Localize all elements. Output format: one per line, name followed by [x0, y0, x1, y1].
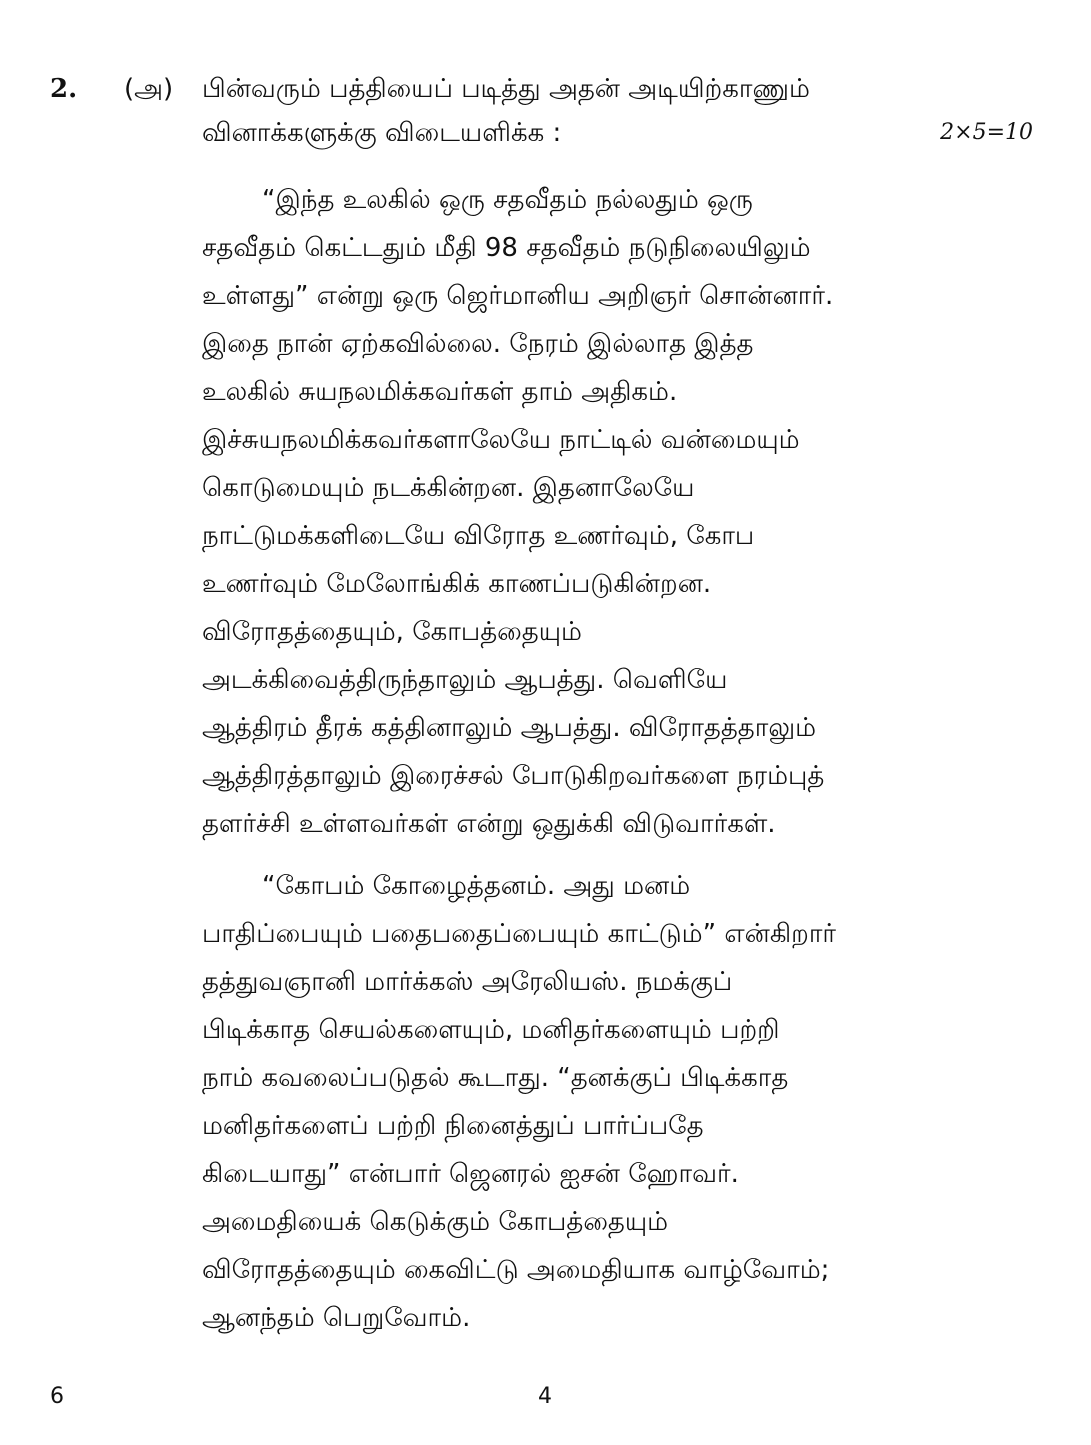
passage-line: கிடையாது” என்பார் ஜெனரல் ஐசன் ஹோவர். [202, 1159, 739, 1189]
passage-line: ஆனந்தம் பெறுவோம். [202, 1303, 471, 1333]
passage-line: உணர்வும் மேலோங்கிக் காணப்படுகின்றன. [202, 569, 712, 599]
passage-line: நாட்டுமக்களிடையே விரோத உணர்வும், கோப [202, 521, 755, 551]
passage-line: இதை நான் ஏற்கவில்லை. நேரம் இல்லாத இத்த [202, 329, 754, 359]
question-number: 2. [50, 74, 78, 104]
question-instruction-line1: பின்வரும் பத்தியைப் படித்து அதன் அடியிற்காணும் [202, 74, 810, 104]
passage-line: இச்சுயநலமிக்கவர்களாலேயே நாட்டில் வன்மையும் [202, 425, 800, 455]
marks-label: 2×5=10 [940, 120, 1033, 145]
passage-line: அடக்கிவைத்திருந்தாலும் ஆபத்து. வெளியே [202, 665, 728, 695]
passage-line: உள்ளது” என்று ஒரு ஜெர்மானிய அறிஞர் சொன்னார். [202, 281, 834, 311]
passage-line: ஆத்திரத்தாலும் இரைச்சல் போடுகிறவர்களை நரம்புத் [202, 761, 825, 791]
passage-line: கொடுமையும் நடக்கின்றன. இதனாலேயே [202, 473, 695, 503]
passage-line: தளர்ச்சி உள்ளவர்கள் என்று ஒதுக்கி விடுவார்கள். [202, 809, 776, 839]
passage-line: சதவீதம் கெட்டதும் மீதி 98 சதவீதம் நடுநிலையிலும் [202, 233, 811, 263]
passage-line: உலகில் சுயநலமிக்கவர்கள் தாம் அதிகம். [202, 377, 678, 407]
question-instruction-line2: வினாக்களுக்கு விடையளிக்க : [202, 118, 562, 148]
passage-line: பாதிப்பையும் பதைபதைப்பையும் காட்டும்” என்கிறார் [202, 919, 837, 949]
passage-line: தத்துவஞானி மார்க்கஸ் அரேலியஸ். நமக்குப் [202, 967, 733, 997]
passage-line: அமைதியைக் கெடுக்கும் கோபத்தையும் [202, 1207, 669, 1237]
passage-paragraph-2 [202, 862, 1032, 1342]
passage-line: நாம் கவலைப்படுதல் கூடாது. “தனக்குப் பிடிக்காத [202, 1063, 789, 1093]
page-number: 4 [538, 1384, 552, 1409]
footer-code: 6 [50, 1384, 64, 1409]
passage-line: விரோதத்தையும், கோபத்தையும் [202, 617, 582, 647]
passage-line: மனிதர்களைப் பற்றி நினைத்துப் பார்ப்பதே [202, 1111, 704, 1141]
passage-line: விரோதத்தையும் கைவிட்டு அமைதியாக வாழ்வோம்; [202, 1255, 830, 1285]
passage-line: “இந்த உலகில் ஒரு சதவீதம் நல்லதும் ஒரு [262, 185, 753, 215]
passage-line: பிடிக்காத செயல்களையும், மனிதர்களையும் பற்றி [202, 1015, 780, 1045]
question-label: (அ) [124, 74, 174, 104]
passage-line: ஆத்திரம் தீரக் கத்தினாலும் ஆபத்து. விரோதத்தாலும் [202, 713, 817, 743]
passage-line: “கோபம் கோழைத்தனம். அது மனம் [262, 871, 691, 901]
passage-paragraph-1 [202, 176, 1032, 848]
